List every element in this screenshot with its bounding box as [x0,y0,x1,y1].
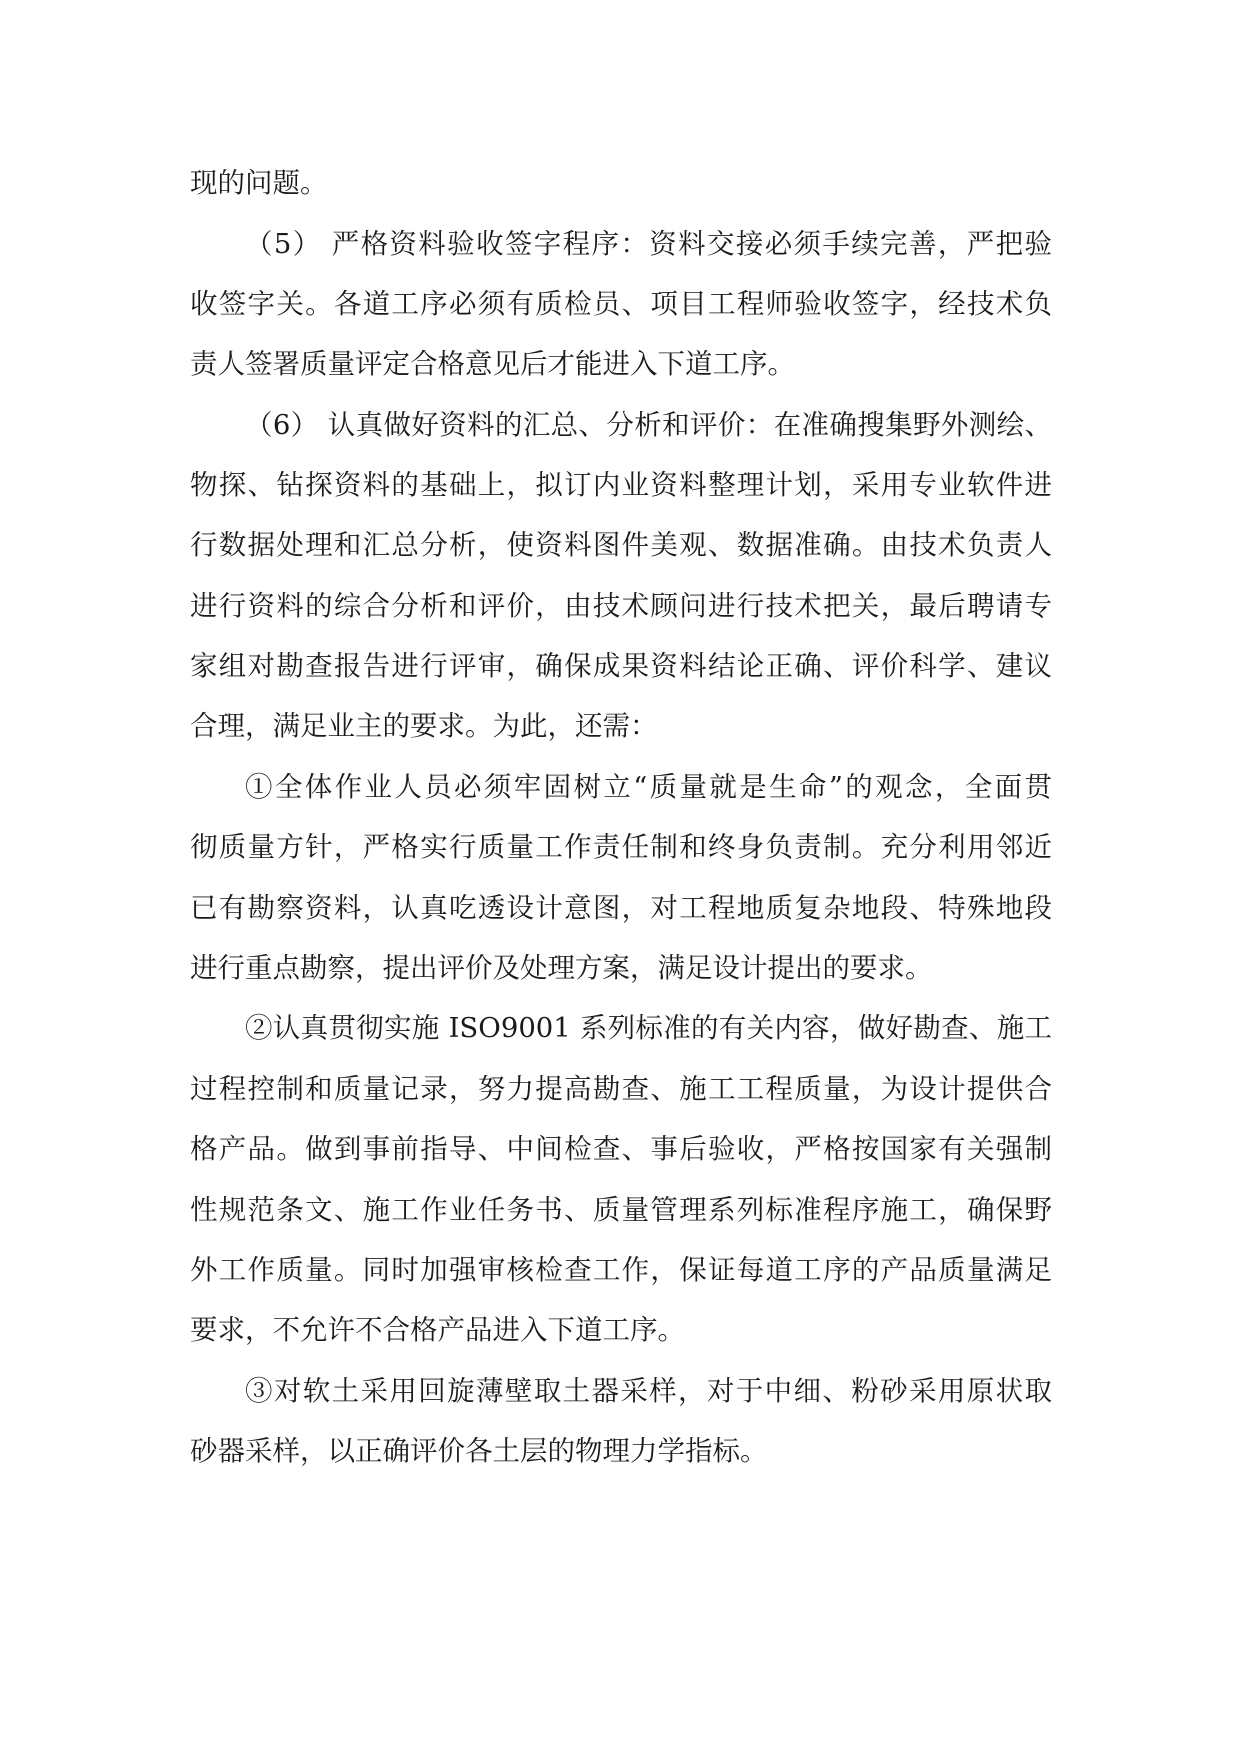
text-line: 要求，不允许不合格产品进入下道工序。 [190,1314,685,1346]
text-line: 砂器采样，以正确评价各土层的物理力学指标。 [190,1435,768,1467]
text-line: 收签字关。各道工序必须有质检员、项目工程师验收签字，经技术负 [190,288,1052,320]
text-line: 家组对勘查报告进行评审，确保成果资料结论正确、评价科学、建议 [190,650,1052,682]
text-line: 性规范条文、施工作业任务书、质量管理系列标准程序施工，确保野 [190,1194,1052,1226]
text-line: 进行重点勘察，提出评价及处理方案，满足设计提出的要求。 [190,952,933,984]
text-line: 进行资料的综合分析和评价，由技术顾问进行技术把关，最后聘请专 [190,590,1052,622]
text-line: 过程控制和质量记录，努力提高勘查、施工工程质量，为设计提供合 [190,1073,1052,1105]
text-line: ③对软土采用回旋薄壁取土器采样，对于中细、粉砂采用原状取 [245,1375,1052,1407]
text-line: 外工作质量。同时加强审核检查工作，保证每道工序的产品质量满足 [190,1254,1052,1286]
text-line: ②认真贯彻实施 ISO9001 系列标准的有关内容，做好勘查、施工 [245,1012,1052,1044]
text-line: ①全体作业人员必须牢固树立“质量就是生命”的观念，全面贯 [245,771,1052,803]
text-line: 彻质量方针，严格实行质量工作责任制和终身负责制。充分利用邻近 [190,831,1052,863]
text-line: 合理，满足业主的要求。为此，还需： [190,710,658,742]
text-line: （6） 认真做好资料的汇总、分析和评价：在准确搜集野外测绘、 [245,409,1052,441]
text-line: 物探、钻探资料的基础上，拟订内业资料整理计划，采用专业软件进 [190,469,1052,501]
text-line: 现的问题。 [190,167,328,199]
text-line: 责人签署质量评定合格意见后才能进入下道工序。 [190,348,795,380]
text-line: 格产品。做到事前指导、中间检查、事后验收，严格按国家有关强制 [190,1133,1052,1165]
text-line: 已有勘察资料，认真吃透设计意图，对工程地质复杂地段、特殊地段 [190,892,1052,924]
text-line: 行数据处理和汇总分析，使资料图件美观、数据准确。由技术负责人 [190,529,1052,561]
text-line: （5） 严格资料验收签字程序：资料交接必须手续完善，严把验 [245,228,1052,260]
